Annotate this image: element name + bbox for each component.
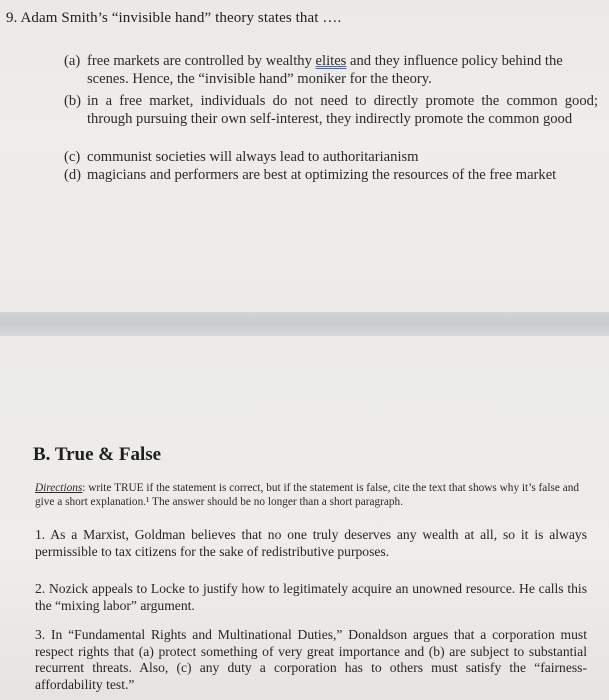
- option-c-label: (c): [64, 149, 81, 165]
- page-divider: [0, 312, 609, 336]
- tf-item-1: 1. As a Marxist, Goldman believes that no one truly deserves any wealth at all, so it is always permissible to tax citizens for the sake of redistributive purposes.: [35, 527, 587, 559]
- question-9-stem: 9. Adam Smith’s “invisible hand” theory states that ….: [6, 10, 342, 26]
- option-a: [64, 53, 598, 88]
- option-b-text: in a free market, individuals do not need to directly promote the common good; through pursuing their own self-interest, they indirectly promote the common good: [87, 93, 598, 127]
- option-c-text: communist societies will always lead to authoritarianism: [87, 149, 419, 165]
- option-a-text: [87, 53, 598, 88]
- tf-item-2: 2. Nozick appeals to Locke to justify how to legitimately acquire an unowned resource. He calls this the “mixing labor” argument.: [35, 581, 587, 613]
- option-d: [64, 167, 598, 185]
- directions: [35, 481, 587, 509]
- option-a-label: (a): [64, 53, 81, 69]
- option-b: [64, 93, 598, 128]
- page-bottom: [0, 336, 609, 700]
- option-c: [64, 149, 598, 167]
- option-a-text-post: and they influence policy behind the scenes. Hence, the “invisible hand” moniker for the theory.: [87, 53, 563, 87]
- directions-text: : write TRUE if the statement is correct, but if the statement is false, cite the text that shows why it’s false and give a short explanation.¹ The answer should be no longer than a short paragraph.: [35, 482, 580, 508]
- option-a-text-pre: free markets are controlled by wealthy: [87, 53, 316, 69]
- page-top: [0, 0, 609, 312]
- section-b-title: B. True & False: [33, 444, 162, 465]
- option-b-label: (b): [64, 93, 82, 109]
- option-d-label: (d): [64, 167, 82, 183]
- option-a-underlined-word: elites: [315, 53, 347, 69]
- option-d-text: magicians and performers are best at optimizing the resources of the free market: [87, 167, 557, 183]
- tf-item-3: 3. In “Fundamental Rights and Multinational Duties,” Donaldson argues that a corporation must respect rights that (a) protect something of very great importance and (b) are subject to substantial recurrent threats. Also, (c) any duty a corporation has to others must satisfy the “fairness-affordability test.”: [35, 627, 587, 692]
- directions-label: Directions: [35, 482, 83, 494]
